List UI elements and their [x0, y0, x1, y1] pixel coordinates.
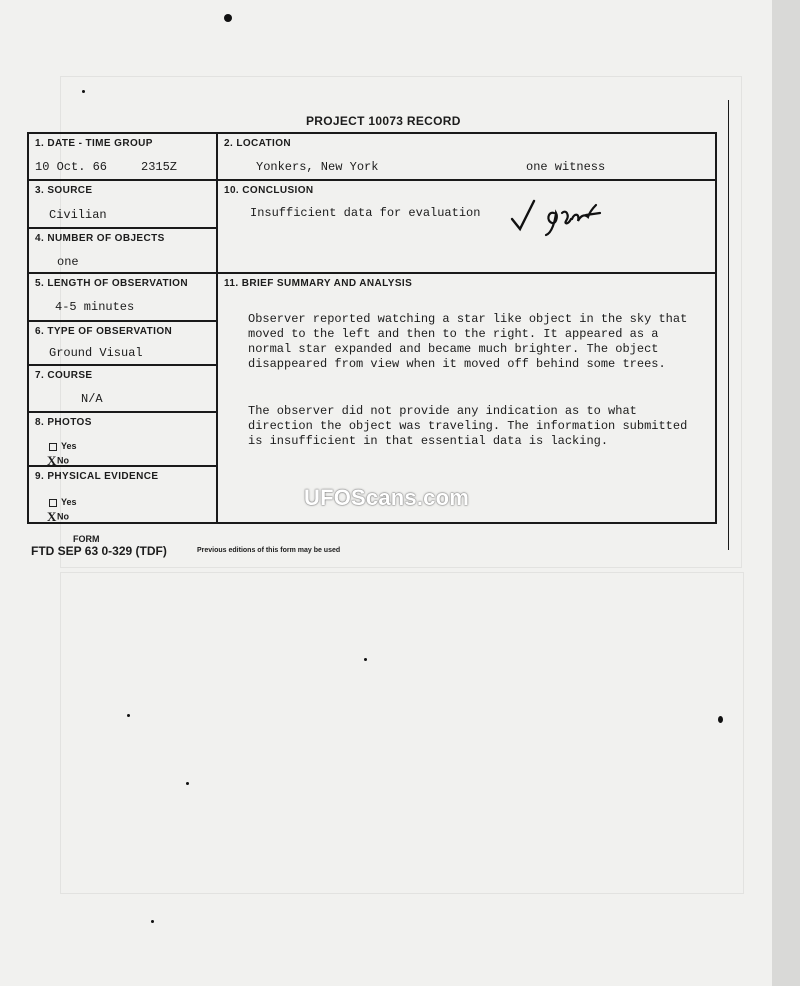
form-note: Previous editions of this form may be used — [197, 547, 341, 554]
course-label: 7. COURSE — [35, 370, 93, 381]
x-mark-icon: X — [47, 509, 57, 524]
photos-yes-option: Yes — [49, 441, 77, 451]
ink-speck — [151, 920, 154, 923]
ink-speck — [127, 714, 130, 717]
form-identifier: FTD SEP 63 0-329 (TDF) — [31, 544, 167, 558]
source-value: Civilian — [49, 208, 107, 222]
summary-paragraph-1: Observer reported watching a star like object in the sky that moved to the left and then to the right. It appeared as a normal star expanded and became much brighter. The object disappeared from view when it moved off behind some trees. — [248, 312, 688, 371]
physical-yes-option: Yes — [49, 497, 77, 507]
type-of-observation-cell — [29, 322, 216, 364]
handwritten-initials-signature — [508, 191, 608, 239]
time-value: 2315Z — [141, 160, 178, 174]
type-of-observation-value: Ground Visual — [49, 346, 143, 360]
location-label: 2. LOCATION — [224, 138, 291, 149]
source-cell — [29, 181, 216, 227]
summary-paragraph-2: The observer did not provide any indication as to what direction the object was traveling. The information submitted is insufficient in that essential data is lacking. — [248, 404, 688, 448]
ink-speck — [186, 782, 189, 785]
bleed-through-frame-lower — [60, 572, 744, 894]
checkbox-empty-icon — [49, 443, 57, 451]
conclusion-label: 10. CONCLUSION — [224, 185, 314, 196]
physical-no-option: XNo — [47, 509, 69, 524]
physical-evidence-label: 9. PHYSICAL EVIDENCE — [35, 471, 159, 482]
course-value: N/A — [81, 392, 103, 406]
location-cell — [218, 134, 715, 179]
page-fold-line — [728, 100, 729, 550]
number-of-objects-label: 4. NUMBER OF OBJECTS — [35, 233, 165, 244]
physical-evidence-cell — [29, 467, 216, 522]
punch-hole-mark — [224, 14, 232, 22]
date-time-cell — [29, 134, 216, 179]
photos-label: 8. PHOTOS — [35, 417, 92, 428]
conclusion-value: Insufficient data for evaluation — [250, 206, 481, 220]
number-of-objects-cell — [29, 229, 216, 272]
date-time-label: 1. DATE - TIME GROUP — [35, 138, 153, 149]
scan-edge — [772, 0, 800, 986]
photos-cell — [29, 413, 216, 468]
number-of-objects-value: one — [57, 255, 79, 269]
witness-count: one witness — [526, 160, 606, 174]
checkbox-empty-icon — [49, 499, 57, 507]
type-of-observation-label: 6. TYPE OF OBSERVATION — [35, 326, 173, 337]
form-word: FORM — [73, 534, 100, 544]
ink-speck — [82, 90, 85, 93]
page-title: PROJECT 10073 RECORD — [306, 114, 461, 128]
source-label: 3. SOURCE — [35, 185, 93, 196]
ink-speck — [364, 658, 367, 661]
length-of-observation-label: 5. LENGTH OF OBSERVATION — [35, 278, 188, 289]
photos-no-option: XNo — [47, 453, 69, 468]
length-of-observation-cell — [29, 274, 216, 320]
length-of-observation-value: 4-5 minutes — [55, 300, 135, 314]
ink-speck — [718, 716, 723, 723]
conclusion-cell — [218, 181, 715, 272]
date-value: 10 Oct. 66 — [35, 160, 108, 174]
record-form — [27, 132, 717, 524]
course-cell — [29, 366, 216, 411]
summary-label: 11. BRIEF SUMMARY AND ANALYSIS — [224, 278, 413, 289]
watermark: UFOScans.com — [304, 485, 470, 510]
location-value: Yonkers, New York — [256, 160, 379, 174]
x-mark-icon: X — [47, 453, 57, 468]
